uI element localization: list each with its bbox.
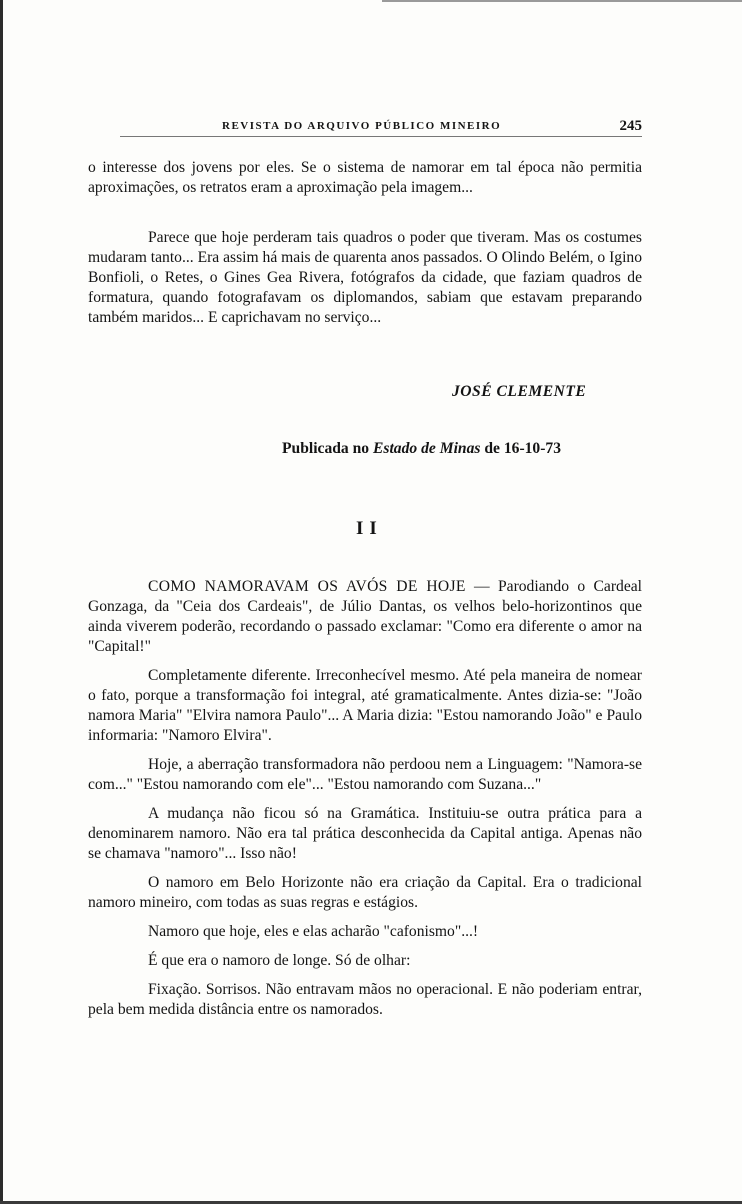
running-header [120, 118, 642, 140]
paragraph [88, 577, 642, 657]
paragraph: Fixação. Sorrisos. Não entravam mãos no operacional. E não poderiam entrar, pela bem medida distância entre os namorados. [88, 981, 642, 1018]
publication-prefix: Publicada no [282, 440, 373, 457]
journal-title: REVISTA DO ARQUIVO PÚBLICO MINEIRO [216, 120, 507, 132]
paragraph: O namoro em Belo Horizonte não era criação da Capital. Era o tradicional namoro mineiro, com todas as suas regras e estágios. [88, 874, 642, 911]
paragraph: Hoje, a aberração transformadora não perdoou nem a Linguagem: "Namora-se com..." "Estou namorando com ele"... "Estou namorando com Suzana..." [88, 756, 642, 793]
article-closing-paragraph [88, 228, 642, 339]
section-body [88, 577, 642, 1029]
author-signature: JOSÉ CLEMENTE [452, 383, 587, 400]
page-number: 245 [614, 118, 643, 135]
publication-note [282, 440, 561, 458]
paragraph: A mudança não ficou só na Gramática. Instituiu-se outra prática para a denominarem namoro. Não era tal prática desconhecida da Capital antiga. Apenas não se chamava "namoro"... Isso não! [88, 805, 642, 862]
paragraph: Completamente diferente. Irreconhecível mesmo. Até pela maneira de nomear o fato, porque a transformação foi integral, até gramaticalmente. Antes dizia-se: "João namora Maria" "Elvira namora Paulo"... A Maria dizia: "Estou namorando João" e Paulo informaria: "Namoro Elvira". [88, 667, 642, 744]
publication-date: de 16-10-73 [480, 440, 562, 457]
page-top-edge [382, 0, 742, 2]
paragraph: Parece que hoje perderam tais quadros o poder que tiveram. Mas os costumes mudaram tanto... Era assim há mais de quarenta anos passados. O Olindo Belém, o Igino Bonfioli, o Retes, o Gines Gea Rivera, fotógrafos da cidade, que faziam quadros de formatura, quando fotografavam os diplomandos, sabiam que estavam preparando também maridos... E caprichavam no serviço... [88, 229, 642, 326]
paragraph: Namoro que hoje, eles e elas acharão "cafonismo"...! [148, 923, 479, 940]
section-numeral: II [356, 518, 383, 539]
newspaper-name: Estado de Minas [373, 440, 481, 457]
header-rule [120, 136, 642, 137]
section-heading-lead: COMO NAMORAVAM OS AVÓS DE HOJE [148, 578, 466, 595]
paragraph-text: — Parodiando o Cardeal Gonzaga, da "Ceia dos Cardeais", de Júlio Dantas, os velhos belo-horizontinos que ainda viverem poderão, recordando o passado exclamar: "Como era diferente o amor na "Capital!" [88, 578, 642, 655]
page-left-edge [0, 0, 3, 1204]
paragraph: É que era o namoro de longe. Só de olhar: [148, 952, 411, 969]
continued-paragraph [88, 158, 642, 209]
paragraph: o interesse dos jovens por eles. Se o sistema de namorar em tal época não permitia aproximações, os retratos eram a aproximação pela imagem... [88, 159, 642, 196]
